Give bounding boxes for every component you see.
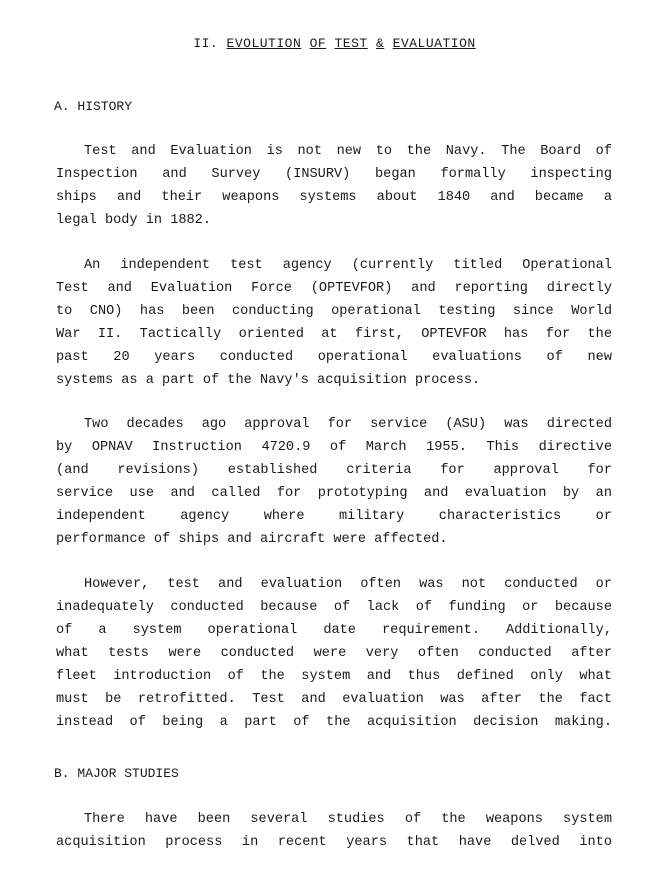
text-line: Test and Evaluation Force (OPTEVFOR) and reporting directly [56, 281, 612, 296]
chapter-title-word: EVALUATION [392, 36, 476, 51]
text-line: legal body in 1882. [56, 213, 211, 228]
chapter-title-word: EVOLUTION [226, 36, 302, 51]
text-line: independent agency where military characteristics or [56, 509, 612, 524]
text-line: Two decades ago approval for service (ASU) was directed [84, 417, 612, 432]
text-line: past 20 years conducted operational evaluations of new [56, 350, 612, 365]
paragraph [56, 573, 612, 734]
text-line: fleet introduction of the system and thus defined only what [56, 669, 612, 684]
paragraph [56, 254, 612, 392]
paragraph [56, 808, 612, 854]
chapter-title-word: OF [309, 36, 327, 51]
text-line: service use and called for prototyping and evaluation by an [56, 486, 612, 501]
chapter-title-word: TEST [334, 36, 368, 51]
text-line: must be retrofitted. Test and evaluation was after the fact [56, 692, 612, 707]
text-line: acquisition process in recent years that have delved into [56, 835, 612, 850]
text-line: to CNO) has been conducting operational testing since World [56, 304, 612, 319]
text-line: of a system operational date requirement. Additionally, [56, 623, 612, 638]
text-line: ships and their weapons systems about 1840 and became a [56, 190, 612, 205]
text-line: instead of being a part of the acquisition decision making. [56, 715, 612, 730]
text-line: (and revisions) established criteria for approval for [56, 463, 612, 478]
chapter-title-word: & [376, 36, 385, 51]
text-line: War II. Tactically oriented at first, OPTEVFOR has for the [56, 327, 612, 342]
paragraph [56, 413, 612, 551]
section-heading-history: A. HISTORY [54, 99, 133, 114]
chapter-title [0, 36, 669, 51]
section-heading-major-studies: B. MAJOR STUDIES [54, 766, 179, 781]
text-line: what tests were conducted were very often conducted after [56, 646, 612, 661]
text-line: systems as a part of the Navy's acquisition process. [56, 373, 481, 388]
paragraph [56, 140, 612, 232]
text-line: Test and Evaluation is not new to the Navy. The Board of [84, 144, 612, 159]
text-line: by OPNAV Instruction 4720.9 of March 1955. This directive [56, 440, 612, 455]
chapter-number: II. [193, 36, 219, 51]
text-line: However, test and evaluation often was not conducted or [84, 577, 612, 592]
text-line: An independent test agency (currently titled Operational [84, 258, 612, 273]
text-line: performance of ships and aircraft were affected. [56, 532, 448, 547]
text-line: inadequately conducted because of lack of funding or because [56, 600, 612, 615]
text-line: Inspection and Survey (INSURV) began formally inspecting [56, 167, 612, 182]
text-line: There have been several studies of the weapons system [84, 812, 612, 827]
